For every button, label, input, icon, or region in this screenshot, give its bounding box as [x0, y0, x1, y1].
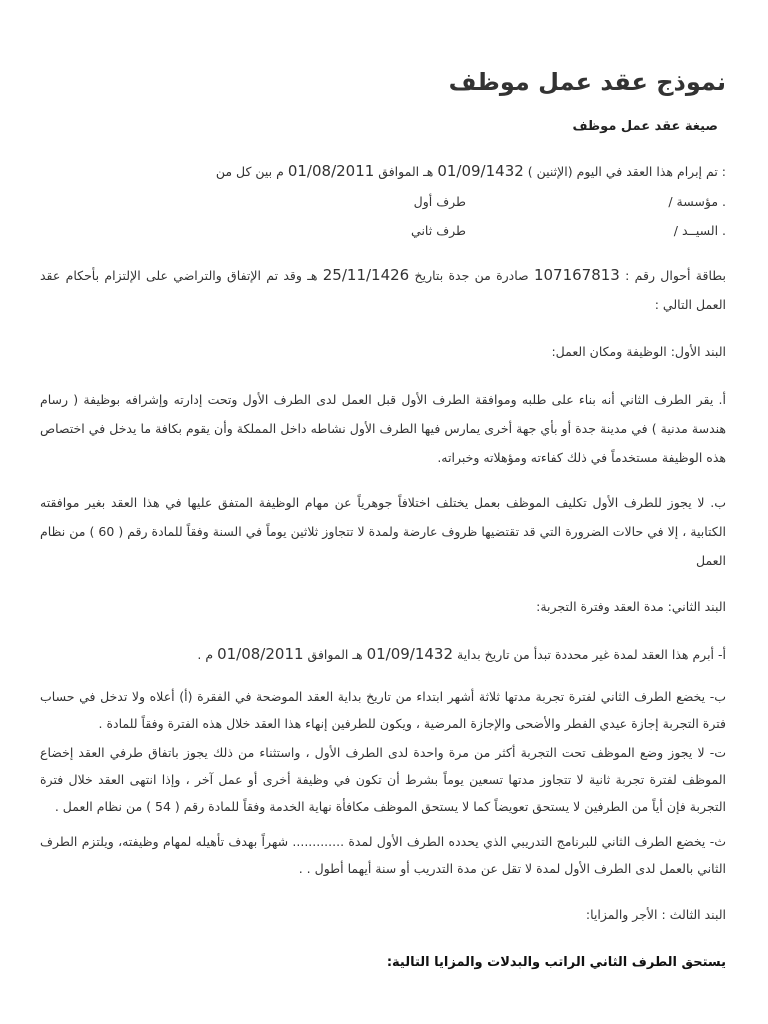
party-row-first	[40, 187, 726, 216]
clause-2-paragraph-b: ب- يخضع الطرف الثاني لفترة تجربة مدتها ثلاثة أشهر ابتداء من تاريخ بداية العقد الموضحة في الفقرة (أ) أعلاه ولا تدخل في حساب فترة التجربة إجازة عيدي الفطر والأضحى والإجازة المرضية ، ويكون للطرفين إنهاء هذا العقد خلال هذه الفترة وفقاً للمادة .	[40, 689, 726, 731]
party-role: طرف ثاني	[411, 223, 466, 238]
id-issue-date: 25/11/1426	[322, 266, 410, 284]
gregorian-date: 01/08/2011	[287, 162, 375, 180]
id-card-paragraph: بطاقة أحوال رقم : 107167813 صادرة من جدة بتاريخ 25/11/1426 هـ وقد تم الإتفاق والتراضي على الإلتزام بأحكام عقد العمل التالي :	[40, 266, 726, 312]
party-role: طرف أول	[413, 194, 466, 209]
hijri-date: 01/09/1432	[366, 645, 454, 663]
clause-1-paragraph-a: أ. يقر الطرف الثاني أنه بناء على طلبه وموافقة الطرف الأول قبل العمل لدى الطرف الأول وتحت إدارته وإشرافه بوظيفة ( رسام هندسة مدنية ) في مدينة جدة أو بأي جهة أخرى يمارس فيها الطرف الأول نشاطه داخل المملكة وأن يقوم بكافة ما يدخل في اختصاص هذه الوظيفة مستخدماً في ذلك كفاءته ومؤهلاته وخبراته.	[40, 392, 726, 465]
clause-2-heading: البند الثاني: مدة العقد وفترة التجربة:	[536, 599, 726, 614]
party-label: . مؤسسة /	[668, 194, 726, 209]
gregorian-date: 01/08/2011	[217, 645, 304, 663]
clause-2-paragraph-a: أ- أبرم هذا العقد لمدة غير محددة تبدأ من تاريخ بداية 01/09/1432 هـ الموافق 01/08/2011 م .	[197, 645, 726, 663]
page-title: نموذج عقد عمل موظف	[448, 68, 726, 96]
clause-2-paragraph-d: ث- يخضع الطرف الثاني للبرنامج التدريبي الذي يحدده الطرف الأول لمدة ............. شهراً بهدف تأهيله لمهام وظيفته، ويلتزم الطرف الثاني بالعمل لدى الطرف الأول لمدة لا تقل عن مدة التدريب أو سنة أيهما أطول . .	[40, 834, 726, 876]
page-subtitle: صيغة عقد عمل موظف	[572, 119, 718, 134]
party-row-second	[40, 216, 726, 245]
clause-1-paragraph-b: ب. لا يجوز للطرف الأول تكليف الموظف بعمل يختلف اختلافاً جوهرياً عن مهام الوظيفة المتفق عليها في هذا العقد بغير موافقته الكتابية ، إلا في حالات الضرورة التي قد تقتضيها ظروف عارضة ولمدة لا تتجاوز ثلاثين يوماً في السنة وفقاً للمادة رقم ( 60 ) من نظام العمل	[40, 495, 726, 568]
id-number: 107167813	[533, 266, 620, 284]
hijri-date: 01/09/1432	[437, 162, 524, 180]
intro-line: : تم إبرام هذا العقد في اليوم (الإثنين ) 01/09/1432 هـ الموافق 01/08/2011 م بين كل من	[215, 162, 726, 180]
clause-3-subheading: يستحق الطرف الثاني الراتب والبدلات والمزايا التالية:	[386, 955, 726, 970]
clause-2-paragraph-c: ت- لا يجوز وضع الموظف تحت التجربة أكثر من مرة واحدة لدى الطرف الأول ، واستثناء من ذلك يجوز باتفاق طرفي العقد إخضاع الموظف لفترة تجربة ثانية لا تتجاوز مدتها تسعين يوماً بشرط أن تكون في وظيفة أخرى أو عمل آخر ، وإذا انتهى العقد خلال فترة التجربة فإن أياً من الطرفين لا يستحق تعويضاً كما لا يستحق الموظف مكافأة نهاية الخدمة وفقاً للمادة رقم ( 54 ) من نظام العمل .	[40, 745, 726, 814]
clause-3-heading: البند الثالث : الأجر والمزايا:	[585, 907, 726, 922]
clause-1-heading: البند الأول: الوظيفة ومكان العمل:	[551, 344, 726, 359]
party-label: . السيــد /	[673, 223, 726, 238]
